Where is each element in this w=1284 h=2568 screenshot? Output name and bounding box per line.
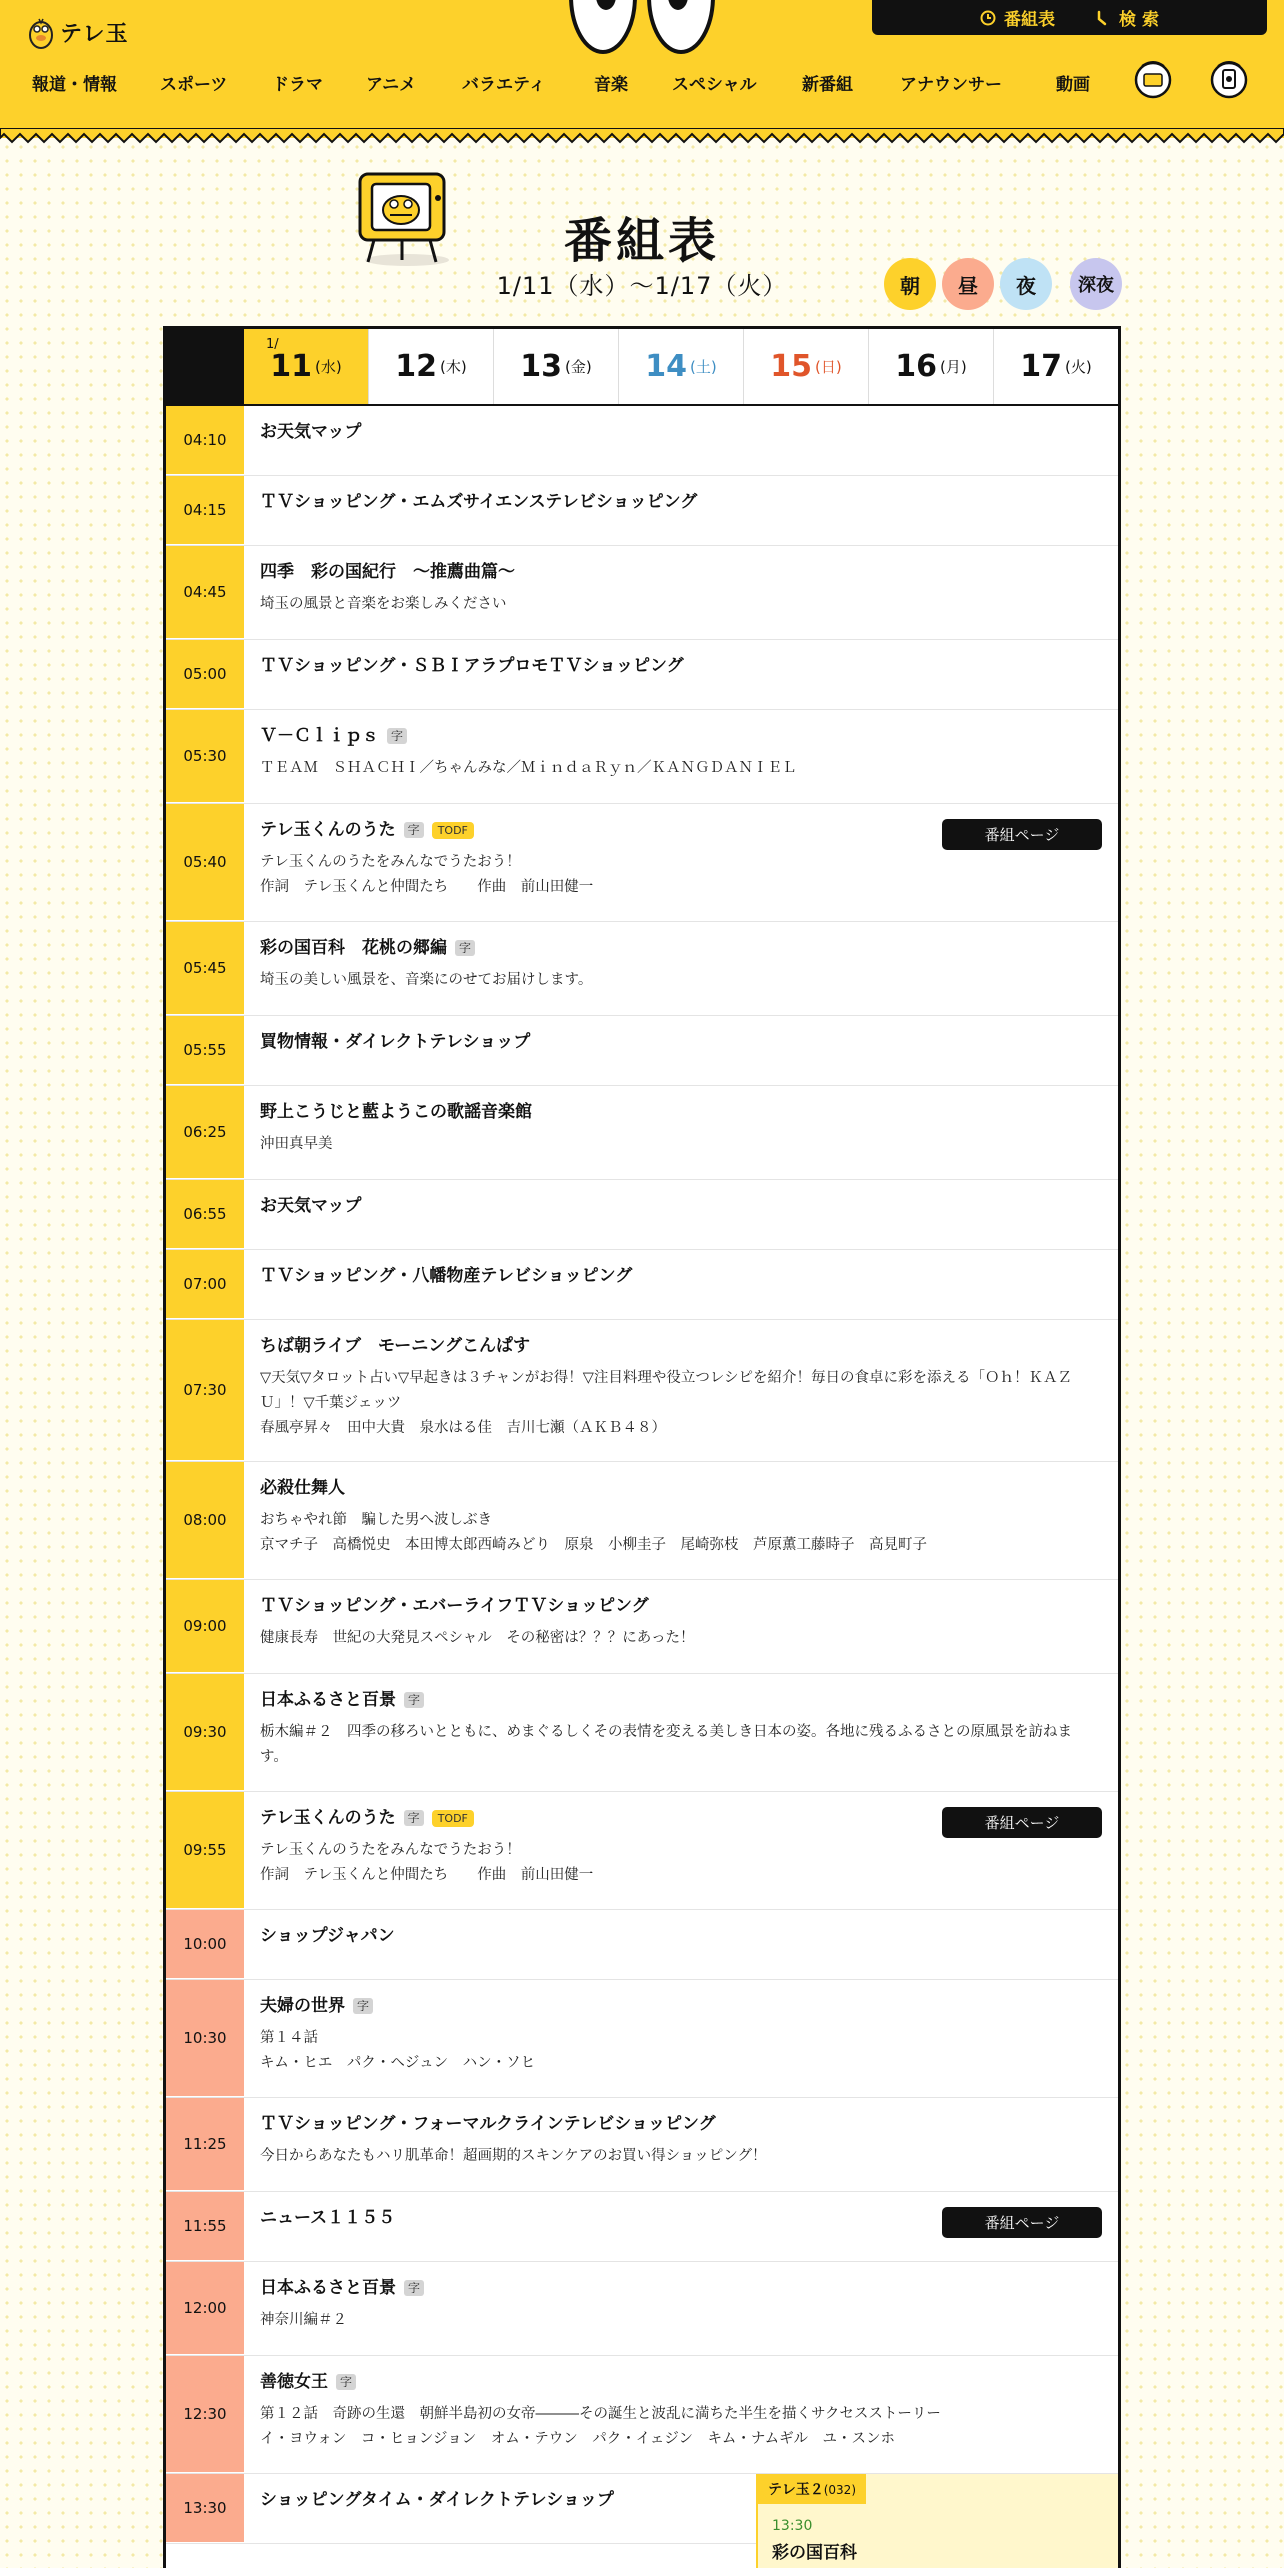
program-time: 11:55 [166, 2192, 244, 2261]
program-description-line: おちゃやれ節 騙した男へ波しぶき [260, 1512, 492, 1529]
program-description [260, 1132, 1102, 1157]
program-title: ショップジャパン [260, 1926, 395, 1946]
search-icon [1095, 10, 1111, 26]
program-description-line: 沖田真早美 [260, 1136, 333, 1153]
day-tab[interactable] [618, 329, 743, 404]
program-time: 05:55 [166, 1016, 244, 1085]
day-tabs [166, 329, 1118, 406]
program-description-line: 第１４話 [260, 2030, 318, 2047]
program-description-line: 神奈川編＃２ [260, 2312, 347, 2329]
todf-badge: TODF [432, 1810, 474, 1827]
day-tabs-corner [166, 329, 244, 404]
program-time: 06:55 [166, 1180, 244, 1249]
program-list [166, 406, 1118, 2563]
program-description-line: ▽天気▽タロット占い▽早起きは３チャンがお得！▽注目料理や役立つレシピを紹介！毎日の食卓に彩を添える「Ｏｈ！ＫＡＺＵ」！▽千葉ジェッツ [260, 1370, 1073, 1412]
program-body[interactable] [244, 476, 1118, 545]
program-title: 野上こうじと藍ようこの歌謡音楽館 [260, 1102, 532, 1122]
program-body[interactable] [244, 406, 1118, 475]
program-title: ニュース１１５５ [260, 2208, 396, 2228]
program-row [166, 1910, 1118, 1980]
program-body[interactable] [244, 1016, 1118, 1085]
program-body[interactable] [244, 710, 1118, 803]
program-title: 買物情報・ダイレクトテレショップ [260, 1032, 531, 1052]
program-description [260, 2026, 1102, 2075]
site-header [0, 0, 1284, 138]
program-description-line: 第１２話 奇跡の生還 朝鮮半島初の女帝―――その誕生と波乱に満ちた半生を描くサクセスストーリー [260, 2406, 941, 2423]
program-body[interactable] [244, 804, 1118, 921]
tod-morning-label: 朝 [900, 273, 920, 298]
program-title-row [260, 1032, 1102, 1052]
program-row [166, 2356, 1118, 2474]
program-title-row [260, 1336, 1102, 1356]
program-row [166, 1086, 1118, 1180]
nav-item-announcers[interactable]: アナウンサー [900, 75, 1002, 95]
program-title: お天気マップ [260, 422, 362, 442]
program-title-row [260, 422, 1102, 442]
program-row [166, 1580, 1118, 1674]
program-title: ＴＶショッピング・エムズサイエンステレビショッピング [260, 492, 698, 512]
subtitle-badge: 字 [404, 1810, 424, 1826]
subtitle-badge: 字 [455, 940, 475, 956]
program-title-row [260, 2278, 1102, 2298]
logo[interactable] [28, 14, 129, 50]
subtitle-badge: 字 [387, 728, 407, 744]
day-tab[interactable] [868, 329, 993, 404]
program-description-line: テレ玉くんのうたをみんなでうたおう！ [260, 1842, 521, 1859]
program-title: 日本ふるさと百景 [260, 2278, 396, 2298]
day-number: 15 [770, 349, 813, 384]
clock-icon [980, 10, 996, 26]
program-title-row [260, 1102, 1102, 1122]
search-link-label: 検 索 [1119, 10, 1159, 30]
program-body[interactable] [244, 2098, 1118, 2191]
program-row [166, 2098, 1118, 2192]
program-body[interactable] [244, 1250, 1118, 1319]
program-description [260, 850, 1102, 899]
program-page-button[interactable]: 番組ページ [942, 1807, 1102, 1838]
program-title-row [260, 2372, 1102, 2392]
subtitle-badge: 字 [404, 2280, 424, 2296]
subtitle-badge: 字 [404, 1692, 424, 1708]
nav-item-variety[interactable]: バラエティ [462, 75, 546, 95]
program-title-row [260, 938, 1102, 958]
program-title: Ｖ－Ｃｌｉｐｓ [260, 726, 379, 746]
program-row [166, 476, 1118, 546]
program-time: 08:00 [166, 1462, 244, 1579]
program-time: 10:30 [166, 1980, 244, 2097]
program-title-row [260, 492, 1102, 512]
program-title: ショッピングタイム・ダイレクトテレショップ [260, 2490, 614, 2510]
program-description [260, 2144, 1102, 2169]
program-body[interactable] [244, 2192, 1118, 2261]
day-number: 14 [645, 349, 688, 384]
program-description-line: 春風亭昇々 田中大貴 泉水はる佳 吉川七瀬（ＡＫＢ４８） [260, 1419, 666, 1436]
date-range: 1/11（水）〜1/17（火） [496, 272, 788, 300]
program-description-line: 埼玉の風景と音楽をお楽しみください [260, 596, 507, 613]
program-time: 04:45 [166, 546, 244, 639]
subtitle-badge: 字 [353, 1998, 373, 2014]
tele2-title: 彩の国百科 [772, 2543, 857, 2563]
tod-noon-button[interactable] [942, 258, 994, 310]
program-body[interactable] [244, 1086, 1118, 1179]
program-body[interactable] [244, 640, 1118, 709]
main-nav [0, 70, 1284, 100]
program-body[interactable] [244, 1910, 1118, 1979]
program-time: 10:00 [166, 1910, 244, 1979]
program-description-line: キム・ヒエ パク・ヘジュン ハン・ソヒ [260, 2055, 536, 2072]
program-description [260, 2402, 1102, 2451]
day-number: 11 [270, 349, 313, 384]
day-weekday: (火) [1065, 358, 1092, 376]
program-title: テレ玉くんのうた [260, 820, 396, 840]
nav-item-news[interactable]: 報道・情報 [32, 75, 117, 95]
program-description-line: 栃木編＃２ 四季の移ろいとともに、めまぐるしくその表情を変える美しき日本の姿。各地に残るふるさとの原風景を訪ねます。 [260, 1724, 1072, 1766]
program-description [260, 968, 1102, 993]
program-title: 必殺仕舞人 [260, 1478, 345, 1498]
tele2-time: 13:30 [772, 2518, 813, 2534]
logo-text: テレ玉 [60, 21, 129, 47]
program-body[interactable] [244, 1580, 1118, 1673]
program-time: 09:55 [166, 1792, 244, 1909]
program-description [260, 1720, 1102, 1769]
telepark-badge-icon[interactable] [1210, 56, 1248, 100]
top-bar [872, 0, 1267, 35]
program-body[interactable] [244, 1792, 1118, 1909]
program-row [166, 1180, 1118, 1250]
program-row [166, 2192, 1118, 2262]
program-title-row [260, 1926, 1102, 1946]
day-weekday: (水) [315, 358, 342, 376]
program-page-button[interactable]: 番組ページ [942, 2207, 1102, 2238]
schedule-table [163, 326, 1121, 2568]
nav-item-videos[interactable]: 動画 [1056, 75, 1090, 95]
program-row [166, 710, 1118, 804]
program-time: 07:00 [166, 1250, 244, 1319]
program-title-row [260, 1266, 1102, 1286]
program-body[interactable] [244, 546, 1118, 639]
nav-item-new-programs[interactable]: 新番組 [802, 75, 853, 95]
program-row [166, 406, 1118, 476]
program-title: お天気マップ [260, 1196, 362, 1216]
program-description [260, 1366, 1102, 1440]
tele2-tag-label: テレ玉２ [768, 2482, 824, 2498]
program-time: 05:00 [166, 640, 244, 709]
day-tab[interactable] [493, 329, 618, 404]
todf-badge: TODF [432, 822, 474, 839]
program-time: 07:30 [166, 1320, 244, 1461]
program-description-line: 京マチ子 高橋悦史 本田博太郎西崎みどり 原泉 小柳圭子 尾崎弥枝 芦原薫工藤時子 高見町子 [260, 1537, 927, 1554]
day-number: 16 [895, 349, 938, 384]
day-tab[interactable] [368, 329, 493, 404]
day-number: 17 [1020, 349, 1063, 384]
tod-latenight-button[interactable] [1070, 258, 1122, 310]
program-title-row [260, 726, 1102, 746]
program-title-row [260, 1690, 1102, 1710]
program-time: 06:25 [166, 1086, 244, 1179]
program-title: 日本ふるさと百景 [260, 1690, 396, 1710]
program-description [260, 2308, 1102, 2333]
program-title-row [260, 562, 1102, 582]
program-page-button[interactable]: 番組ページ [942, 819, 1102, 850]
program-time: 04:10 [166, 406, 244, 475]
program-time: 13:30 [166, 2474, 244, 2543]
program-body[interactable] [244, 2262, 1118, 2355]
program-title: ＴＶショッピング・フォーマルクラインテレビショッピング [260, 2114, 716, 2134]
day-weekday: (日) [815, 358, 842, 376]
program-body[interactable] [244, 2356, 1118, 2473]
program-description-line: ＴＥＡＭ ＳＨＡＣＨＩ／ちゃんみな／ＭｉｎｄａＲｙｎ／ＫＡＮＧＤＡＮＩＥＬ [260, 760, 797, 777]
day-month: 1/ [266, 337, 279, 352]
program-description-line: テレ玉くんのうたをみんなでうたおう！ [260, 854, 521, 871]
program-body[interactable] [244, 1180, 1118, 1249]
program-description [260, 592, 1102, 617]
program-description-line: 埼玉の美しい風景を、音楽にのせてお届けします。 [260, 972, 593, 989]
program-body[interactable] [244, 1674, 1118, 1791]
tele2-channel-number: (032) [823, 2483, 857, 2497]
search-link[interactable] [1095, 5, 1159, 30]
program-title-row [260, 2114, 1102, 2134]
tele2-tag [758, 2474, 866, 2504]
program-title-row [260, 1196, 1102, 1216]
day-weekday: (木) [440, 358, 467, 376]
mascot-logo-icon [28, 14, 54, 50]
program-description-line: イ・ヨウォン コ・ヒョンジョン オム・テウン パク・イェジン キム・ナムギル ユ・スンホ [260, 2431, 896, 2448]
program-row [166, 922, 1118, 1016]
day-tab[interactable] [993, 329, 1118, 404]
program-time: 09:30 [166, 1674, 244, 1791]
day-weekday: (金) [565, 358, 592, 376]
program-body[interactable] [244, 1462, 1118, 1579]
program-time: 12:00 [166, 2262, 244, 2355]
tod-noon-label: 昼 [958, 273, 978, 298]
tod-night-label: 夜 [1016, 273, 1036, 298]
subtitle-badge: 字 [404, 822, 424, 838]
program-title: テレ玉くんのうた [260, 1808, 396, 1828]
program-description [260, 756, 1102, 781]
program-row [166, 2474, 1118, 2563]
program-row [166, 1462, 1118, 1580]
program-title: 善徳女王 [260, 2372, 328, 2392]
program-time: 09:00 [166, 1580, 244, 1673]
program-row [166, 1250, 1118, 1320]
program-body[interactable] [244, 2474, 1118, 2563]
tele2-subchannel-box[interactable] [756, 2474, 1118, 2568]
program-body[interactable] [244, 1320, 1118, 1461]
program-row [166, 1016, 1118, 1086]
program-description-line: 作詞 テレ玉くんと仲間たち 作曲 前山田健一 [260, 879, 594, 896]
program-title: ＴＶショッピング・エバーライフＴＶショッピング [260, 1596, 649, 1616]
program-title-row [260, 656, 1102, 676]
program-time: 05:40 [166, 804, 244, 921]
program-description-line: 健康長寿 世紀の大発見スペシャル その秘密は？？？にあった！ [260, 1630, 695, 1647]
telemama-badge-icon[interactable] [1134, 56, 1172, 100]
day-weekday: (月) [940, 358, 967, 376]
program-time: 12:30 [166, 2356, 244, 2473]
program-row [166, 640, 1118, 710]
program-title-row [260, 1996, 1102, 2016]
program-title: ＴＶショッピング・八幡物産テレビショッピング [260, 1266, 633, 1286]
program-title-row [260, 1596, 1102, 1616]
program-time: 05:30 [166, 710, 244, 803]
program-title: 夫婦の世界 [260, 1996, 345, 2016]
page-title: 番組表 [563, 213, 720, 269]
subtitle-badge: 字 [336, 2374, 356, 2390]
schedule-link[interactable] [980, 5, 1055, 30]
program-description-line: 今日からあなたもハリ肌革命！超画期的スキンケアのお買い得ショッピング！ [260, 2148, 767, 2165]
nav-item-special[interactable]: スペシャル [672, 75, 757, 95]
program-row [166, 2262, 1118, 2356]
day-tab[interactable] [743, 329, 868, 404]
header-zigzag-edge [0, 128, 1284, 148]
program-row [166, 1980, 1118, 2098]
nav-item-anime[interactable]: アニメ [366, 75, 417, 95]
program-body[interactable] [244, 1980, 1118, 2097]
day-number: 13 [520, 349, 563, 384]
tod-night-button[interactable] [1000, 258, 1052, 310]
schedule-link-label: 番組表 [1004, 10, 1056, 30]
program-title: ちば朝ライブ モーニングこんぱす [260, 1336, 530, 1356]
program-time: 05:45 [166, 922, 244, 1015]
tod-latenight-label: 深夜 [1078, 275, 1114, 296]
program-body[interactable] [244, 922, 1118, 1015]
tod-morning-button[interactable] [884, 258, 936, 310]
program-time: 04:15 [166, 476, 244, 545]
mascot-eyes-icon [568, 0, 718, 62]
program-title: 四季 彩の国紀行 ～推薦曲篇～ [260, 562, 515, 582]
program-title: ＴＶショッピング・ＳＢＩアラプロモＴＶショッピング [260, 656, 684, 676]
program-row [166, 1792, 1118, 1910]
program-time: 11:25 [166, 2098, 244, 2191]
program-title: 彩の国百科 花桃の郷編 [260, 938, 447, 958]
day-number: 12 [395, 349, 438, 384]
nav-item-music[interactable]: 音楽 [594, 75, 628, 95]
program-row [166, 804, 1118, 922]
program-description [260, 1508, 1102, 1557]
program-row [166, 1674, 1118, 1792]
program-row [166, 1320, 1118, 1462]
nav-item-drama[interactable]: ドラマ [272, 75, 323, 95]
program-row [166, 546, 1118, 640]
day-weekday: (土) [690, 358, 717, 376]
program-description [260, 1626, 1102, 1651]
nav-item-sports[interactable]: スポーツ [160, 75, 228, 95]
program-description [260, 1838, 1102, 1887]
program-title-row [260, 1478, 1102, 1498]
program-description-line: 作詞 テレ玉くんと仲間たち 作曲 前山田健一 [260, 1867, 594, 1884]
day-tab[interactable] [244, 329, 368, 404]
